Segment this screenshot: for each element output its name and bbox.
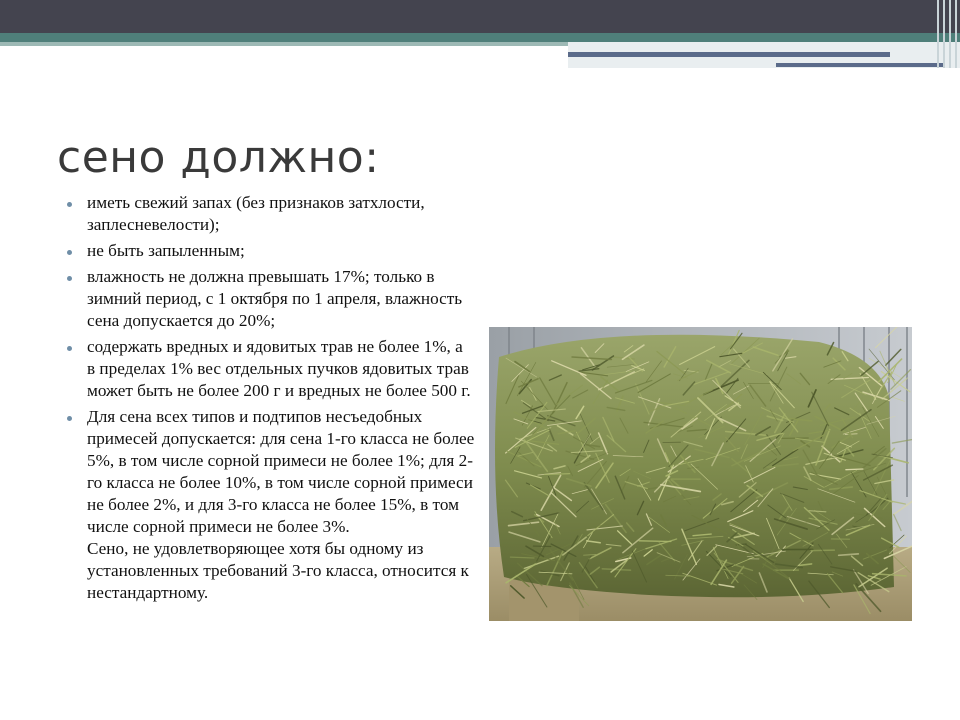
- bullet-item: [65, 336, 475, 402]
- bullet-text: Для сена всех типов и подтипов несъедобных примесей допускается: для сена 1-го класса не более 5%, в том числе сорной примеси не более 1%; для 2-го класса не более 10%, в том числе сорной примеси не более 2%, и для 3-го класса не более 15%, в том числе сорной примеси не более 3%.: [87, 407, 475, 536]
- top-bar-teal-light: [0, 42, 570, 46]
- bullet-item: [65, 266, 475, 332]
- bullet-text: иметь свежий запах (без признаков затхлости, заплесневелости);: [87, 193, 425, 234]
- bullet-dot-icon: [67, 346, 72, 351]
- top-bar-teal: [0, 33, 960, 42]
- bullet-dot-icon: [67, 202, 72, 207]
- slide-title: сено должно:: [57, 132, 380, 183]
- bullet-tail-text: Сено, не удовлетворяющее хотя бы одному из установленных требований 3-го класса, относится к нестандартному.: [87, 539, 469, 602]
- decor-stripe-1: [568, 52, 890, 57]
- decor-stripe-2: [776, 63, 944, 67]
- decor-vertical-stripes: [934, 0, 960, 68]
- hay-bale-photo: [489, 327, 912, 621]
- bullet-dot-icon: [67, 276, 72, 281]
- bullet-item: [65, 192, 475, 236]
- bullet-list: [65, 192, 475, 608]
- bullet-text: содержать вредных и ядовитых трав не более 1%, а в пределах 1% вес отдельных пучков ядовитых трав может быть не более 200 г и вредных не более 500 г.: [87, 337, 471, 400]
- bullet-item: [65, 240, 475, 262]
- bullet-item: [65, 406, 475, 604]
- top-bar-dark: [0, 0, 960, 33]
- bullet-text: влажность не должна превышать 17%; только в зимний период, с 1 октября по 1 апреля, влажность сена допускается до 20%;: [87, 267, 463, 330]
- bullet-dot-icon: [67, 250, 72, 255]
- bullet-dot-icon: [67, 416, 72, 421]
- bullet-text: не быть запыленным;: [87, 241, 245, 260]
